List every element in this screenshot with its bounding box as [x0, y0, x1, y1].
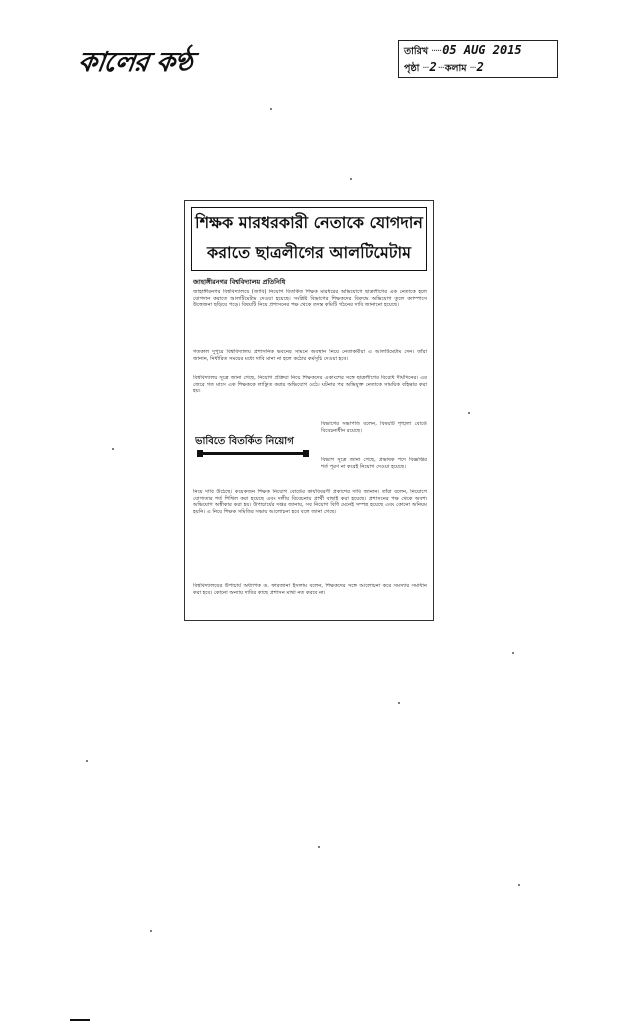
headline-line-2: করাতে ছাত্রলীগের আলটিমেটাম — [207, 243, 411, 262]
headline-line-1: শিক্ষক মারধরকারী নেতাকে যোগদান — [195, 213, 423, 232]
stamp-dots: ··· — [422, 63, 429, 74]
scan-speck — [468, 412, 470, 414]
scan-speck — [318, 846, 320, 848]
scan-speck — [350, 178, 352, 180]
article-paragraph-6: নিয়ে দাবি উঠেছে। কয়েকজন শিক্ষক নিয়োগ বোর্ডের কার্যবিবরণী প্রকাশের দাবি জানান। তাঁরা বলেন, নিয়োগে যোগ্যতার শর্ত শিথিল করা হয়েছে এবং দলীয় বিবেচনায় প্রার্থী বাছাই করা হয়েছে। প্রশাসনের পক্ষ থেকে অবশ্য অভিযোগ অস্বীকার করা হয়। উপাচার্যের দপ্তর জানায়, সব নিয়োগ বিধি মেনেই সম্পন্ন হয়েছে এবং কোনো অনিয়ম হয়নি। এ নিয়ে শিক্ষক সমিতির সভায় আলোচনা হবে বলে জানা গেছে। — [193, 489, 427, 515]
stamp-page-row — [404, 60, 552, 77]
scan-speck — [512, 652, 514, 654]
subheading-rule — [197, 452, 309, 455]
scan-speck — [270, 108, 272, 110]
stamp-column-label: কলাম — [444, 63, 467, 74]
stamp-date-label: তারিখ — [404, 46, 429, 57]
article-paragraph-2: গতকাল দুপুরে বিশ্ববিদ্যালয় প্রশাসনিক ভবনের সামনে অবস্থান নিয়ে নেতাকর্মীরা এ আলটিমেটাম দেন। তাঁরা জানান, নির্ধারিত সময়ের মধ্যে দাবি মানা না হলে কঠোর কর্মসূচি দেওয়া হবে। — [193, 349, 427, 362]
article-paragraph-1: জাহাঙ্গীরনগর বিশ্ববিদ্যালয়ে (জাবি) নিয়োগ বিতর্কিত শিক্ষক মারধরের অভিযোগে ছাত্রলীগের এক নেতাকে হলে যোগদান করাতে আলটিমেটাম দেওয়া হয়েছে। সংশ্লিষ্ট বিভাগের শিক্ষকদের বিরুদ্ধে অভিযোগ তুলে ক্যাম্পাসে উত্তেজনা ছড়িয়ে পড়ে। বিষয়টি নিয়ে প্রশাসনের পক্ষ থেকে তদন্ত কমিটি গঠনের দাবি জানানো হয়েছে। — [193, 289, 427, 308]
article-paragraph-3: বিশ্ববিদ্যালয় সূত্রে জানা গেছে, নিয়োগ প্রক্রিয়া নিয়ে শিক্ষকদের একাংশের সঙ্গে ছাত্রলীগের বিরোধ দীর্ঘদিনের। এর জেরে গত মাসে এক শিক্ষককে লাঞ্ছিত করার অভিযোগ ওঠে। ঘটনার পর অভিযুক্ত নেতাকে সাময়িক বহিষ্কার করা হয়। — [193, 375, 427, 394]
stamp-page-label: পৃষ্ঠা — [404, 63, 420, 74]
article-paragraph-4: বিভাগের সভাপতি বলেন, বিষয়টি শৃঙ্খলা বোর্ডে বিবেচনাধীন রয়েছে। — [321, 421, 427, 434]
stamp-dots: ····· — [431, 46, 442, 57]
masthead-name: কালের কণ্ঠ — [76, 47, 194, 78]
stamp-page-value: 2 — [429, 60, 437, 74]
article-paragraph-7: বিশ্ববিদ্যালয়ের উপাচার্য অধ্যাপক ড. ফারজানা ইসলাম বলেন, শিক্ষকদের সঙ্গে আলোচনা করে সমস্যার সমাধান করা হবে। কোনো অন্যায় দাবির কাছে প্রশাসন মাথা নত করবে না। — [193, 583, 427, 596]
article-byline: জাহাঙ্গীরনগর বিশ্ববিদ্যালয় প্রতিনিধি — [193, 278, 286, 286]
scan-speck — [518, 884, 520, 886]
scan-speck — [86, 760, 88, 762]
newspaper-masthead-logo — [75, 42, 221, 86]
article-paragraph-5: বিভাগ সূত্রে জানা গেছে, প্রভাষক পদে বিজ্ঞপ্তির শর্ত পূরণ না করেই নিয়োগ দেওয়া হয়েছে। — [321, 457, 427, 470]
stamp-dots: ··· — [437, 63, 444, 74]
clipping-stamp — [398, 40, 558, 78]
stamp-date-value: 05 AUG 2015 — [442, 43, 522, 57]
scan-speck — [112, 448, 114, 450]
scan-speck — [150, 930, 152, 932]
article-subheading: ভাবিতে বিতর্কিত নিয়োগ — [195, 436, 294, 447]
scan-mark — [70, 1019, 90, 1021]
scan-speck — [398, 702, 400, 704]
article-headline — [191, 207, 427, 271]
stamp-date-row — [404, 43, 552, 60]
stamp-dots: ··· — [469, 63, 476, 74]
stamp-column-value: 2 — [476, 60, 484, 74]
news-clipping — [184, 200, 434, 621]
